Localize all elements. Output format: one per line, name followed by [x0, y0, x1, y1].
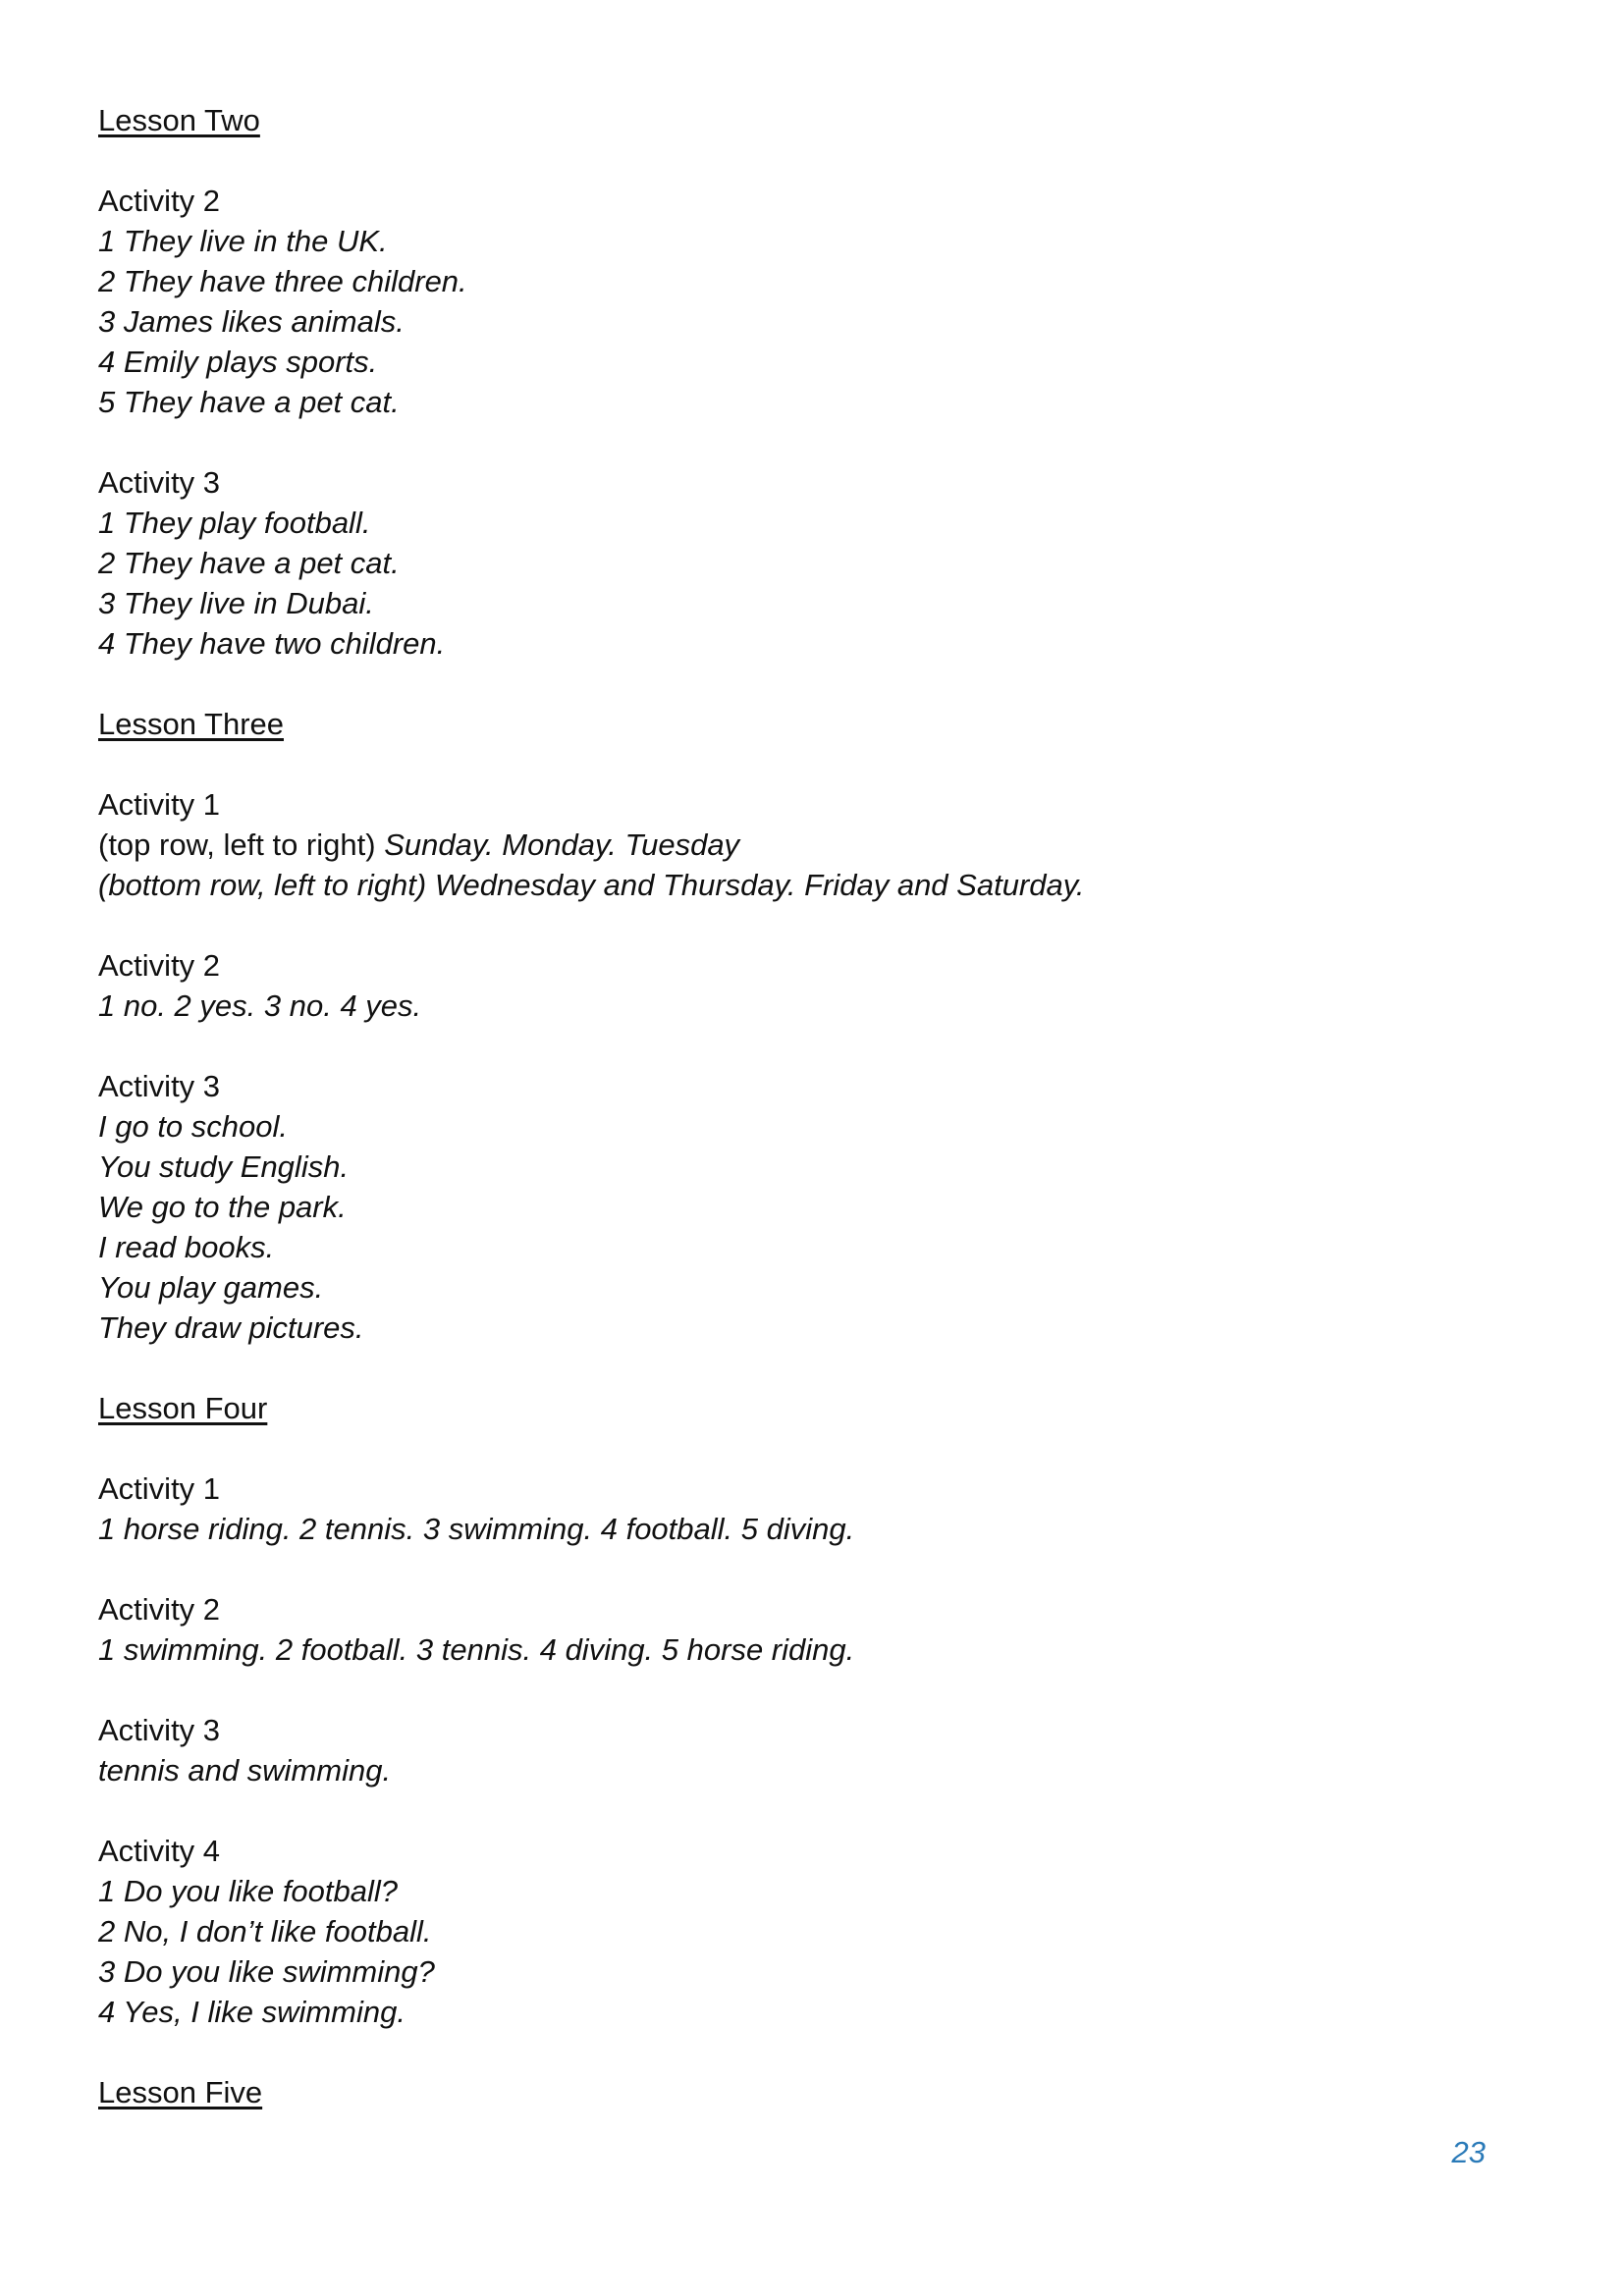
- lesson-five-heading: Lesson Five: [98, 2075, 263, 2109]
- lesson-two-activity2-title: Activity 2: [98, 184, 221, 218]
- lesson-four-activity3-title: Activity 3: [98, 1713, 221, 1747]
- answer-line: 3 Do you like swimming?: [98, 1954, 435, 1989]
- answer-line: 1 no. 2 yes. 3 no. 4 yes.: [98, 988, 422, 1023]
- answer-line: 2 No, I don’t like football.: [98, 1914, 432, 1949]
- answer-line: 2 They have a pet cat.: [98, 546, 400, 580]
- answer-line: 3 James likes animals.: [98, 304, 405, 339]
- answer-line: You study English.: [98, 1149, 350, 1184]
- answer-line: 1 They live in the UK.: [98, 224, 388, 258]
- answer-line: 4 Yes, I like swimming.: [98, 1995, 406, 2029]
- lesson-four-activity2-title: Activity 2: [98, 1592, 221, 1627]
- answer-line: 3 They live in Dubai.: [98, 586, 374, 620]
- answer-line: I read books.: [98, 1230, 275, 1264]
- answer-line: You play games.: [98, 1270, 324, 1305]
- answer-line: I go to school.: [98, 1109, 289, 1144]
- answer-line-top-row: [98, 825, 1522, 865]
- lesson-two-heading: Lesson Two: [98, 103, 260, 137]
- answer-key-page: [98, 100, 1522, 2112]
- answer-line: 1 swimming. 2 football. 3 tennis. 4 diving. 5 horse riding.: [98, 1632, 855, 1667]
- answer-line: We go to the park.: [98, 1190, 347, 1224]
- row-answers: Sunday. Monday. Tuesday: [384, 828, 740, 862]
- answer-line: 1 They play football.: [98, 506, 371, 540]
- lesson-three-heading: Lesson Three: [98, 707, 284, 741]
- lesson-four-activity4-title: Activity 4: [98, 1834, 221, 1868]
- answer-line-bottom-row: (bottom row, left to right) Wednesday and Thursday. Friday and Saturday.: [98, 868, 1085, 902]
- page-number: 23: [1451, 2135, 1486, 2169]
- lesson-three-activity2-title: Activity 2: [98, 948, 221, 983]
- lesson-three-activity1-title: Activity 1: [98, 787, 221, 822]
- lesson-three-activity3-title: Activity 3: [98, 1069, 221, 1103]
- answer-line: 4 They have two children.: [98, 626, 446, 661]
- answer-line: They draw pictures.: [98, 1310, 364, 1345]
- lesson-four-heading: Lesson Four: [98, 1391, 268, 1425]
- answer-line: 1 horse riding. 2 tennis. 3 swimming. 4 football. 5 diving.: [98, 1512, 855, 1546]
- answer-line: 2 They have three children.: [98, 264, 467, 298]
- answer-line: 4 Emily plays sports.: [98, 345, 378, 379]
- answer-line: tennis and swimming.: [98, 1753, 392, 1788]
- answer-line: 1 Do you like football?: [98, 1874, 399, 1908]
- lesson-four-activity1-title: Activity 1: [98, 1471, 221, 1506]
- lesson-two-activity3-title: Activity 3: [98, 465, 221, 500]
- row-label: (top row, left to right): [98, 828, 376, 862]
- answer-line: 5 They have a pet cat.: [98, 385, 400, 419]
